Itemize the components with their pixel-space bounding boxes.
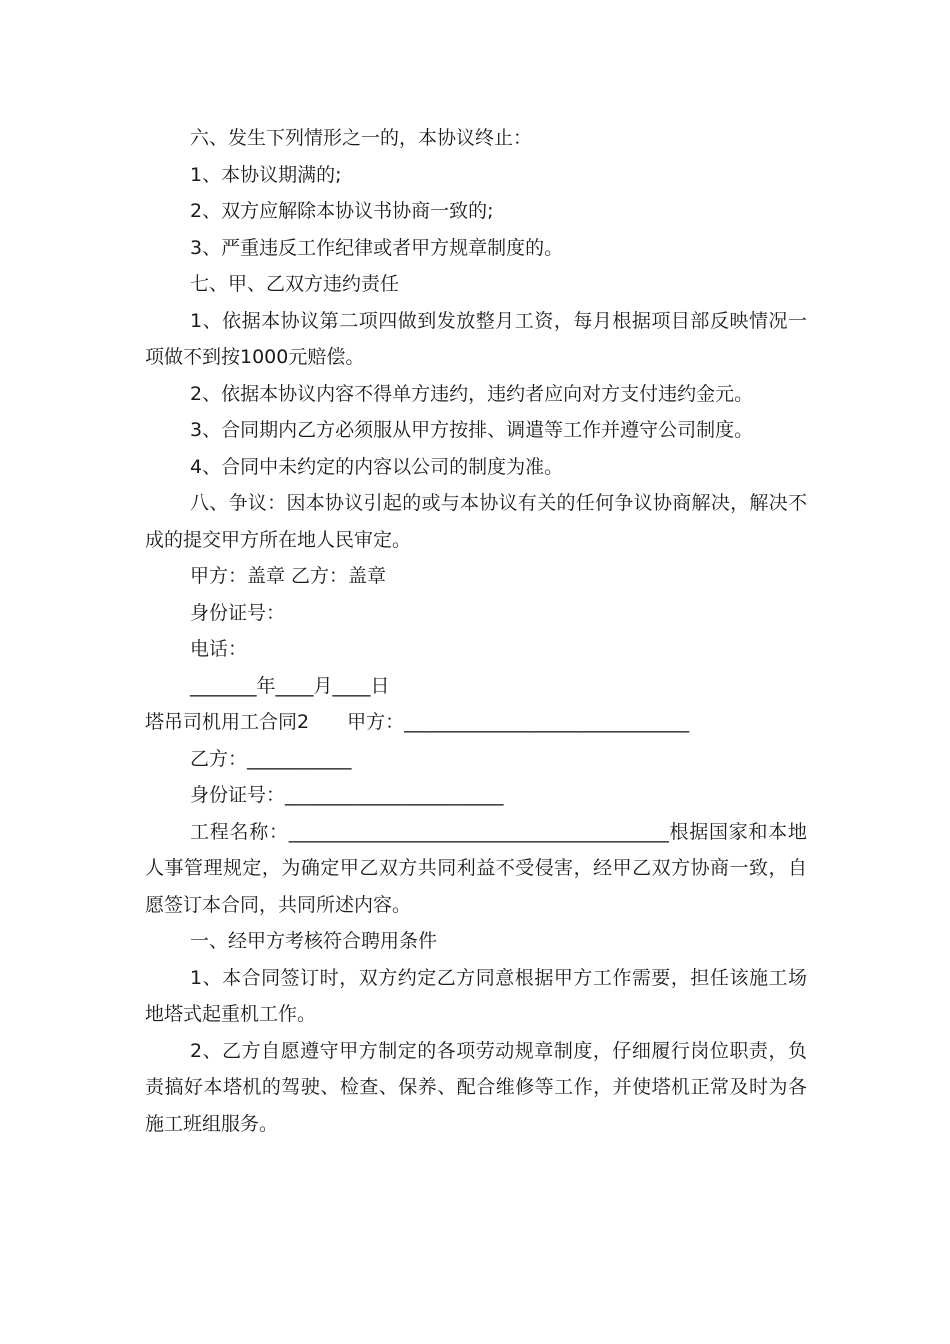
section-seven-heading: 七、甲、乙双方违约责任 <box>190 273 400 295</box>
project-name-paragraph: 工程名称：________________________________________根据国家和本地人事管理规定，为确定甲乙双方共同利益不受侵害，经甲乙双方协商一致，自愿签订本合同，共同所述内容。 <box>145 820 807 916</box>
id-number-line: 身份证号： <box>190 601 286 624</box>
termination-item-2: 2、双方应解除本协议书协商一致的; <box>190 200 494 222</box>
liability-item-2: 2、依据本协议内容不得单方违约，违约者应向对方支付违约金元。 <box>190 382 754 405</box>
employment-item-1: 1、本合同签订时，双方约定乙方同意根据甲方工作需要，担任该施工场地塔式起重机工作。 <box>145 966 807 1025</box>
liability-item-1: 1、依据本协议第二项四做到发放整月工资，每月根据项目部反映情况一项做不到按1000元赔偿。 <box>145 309 807 368</box>
employment-item-2: 2、乙方自愿遵守甲方制定的各项劳动规章制度，仔细履行岗位职责，负责搞好本塔机的驾驶、检查、保养、配合维修等工作，并使塔机正常及时为各施工班组服务。 <box>145 1039 807 1135</box>
id-number-field-line: 身份证号：_______________________ <box>190 784 504 806</box>
signature-seal-line: 甲方：盖章 乙方：盖章 <box>190 565 387 587</box>
section-one-heading: 一、经甲方考核符合聘用条件 <box>190 930 438 952</box>
liability-item-3: 3、合同期内乙方必须服从甲方按排、调遣等工作并遵守公司制度。 <box>190 419 754 441</box>
phone-line: 电话： <box>190 638 248 660</box>
termination-item-3: 3、严重违反工作纪律或者甲方规章制度的。 <box>190 236 564 259</box>
termination-item-1: 1、本协议期满的; <box>190 163 342 186</box>
document-body <box>145 120 807 1142</box>
date-line: _______年____月____日 <box>190 674 390 697</box>
contract-2-title-line: 塔吊司机用工合同2 甲方：______________________________ <box>145 711 690 733</box>
section-six-heading: 六、发生下列情形之一的，本协议终止： <box>190 127 533 149</box>
party-b-line: 乙方：___________ <box>190 747 352 770</box>
liability-item-4: 4、合同中未约定的内容以公司的制度为准。 <box>190 455 564 478</box>
section-eight-dispute: 八、争议：因本协议引起的或与本协议有关的任何争议协商解决，解决不成的提交甲方所在地人民审定。 <box>145 492 807 551</box>
